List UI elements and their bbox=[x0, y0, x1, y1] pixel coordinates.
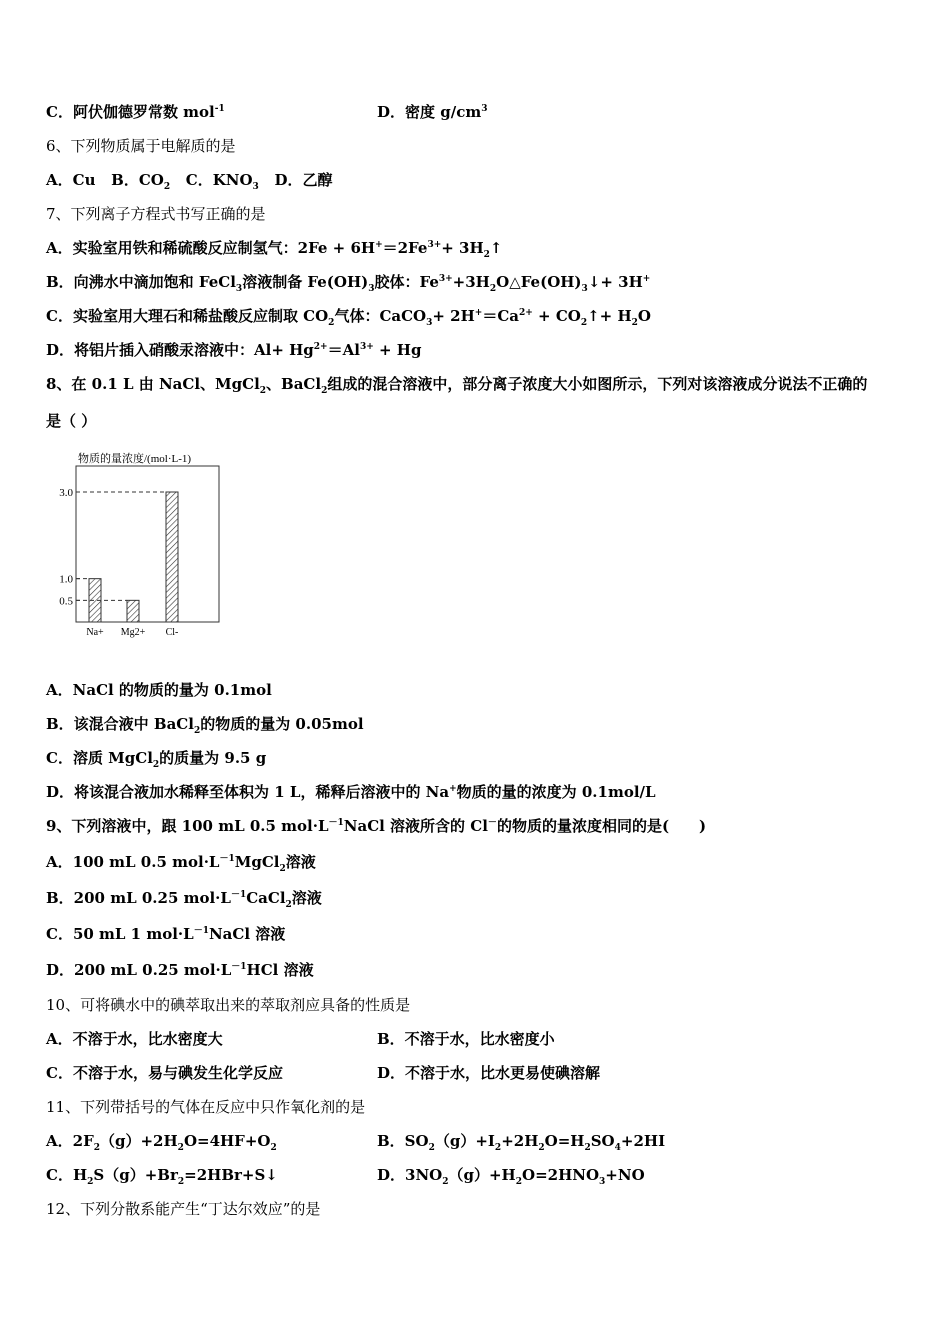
question-9: 9、下列溶液中，跟 100 mL 0.5 $mol\cdot L^{-1}NaCl$ 溶液所含的 Cl－的物质的量浓度相同的是( ) bbox=[46, 817, 707, 835]
question-10-option-b: B．不溶于水，比水密度小 bbox=[377, 1030, 555, 1048]
question-10: 10、可将碘水中的碘萃取出来的萃取剂应具备的性质是 bbox=[46, 996, 411, 1014]
bar-Cl- bbox=[166, 492, 178, 622]
y-tick-label-1: 1.0 bbox=[59, 573, 73, 586]
question-7-option-d: D．将铝片插入硝酸汞溶液中：$Al+ Hg^{2+}=Al^{3+} + Hg$ bbox=[46, 341, 422, 359]
question-11-option-c: C．$H_2S(g)+Br_2=2HBr+S↓$ bbox=[46, 1166, 278, 1187]
line-d-density: D．密度 $g/cm^3$ bbox=[377, 103, 488, 121]
question-8-option-c: C．溶质 MgCl$_2$的质量为 9.5 g bbox=[46, 749, 267, 770]
y-tick-label-0: 0.5 bbox=[59, 595, 73, 608]
x-label-0: Na+ bbox=[86, 627, 104, 638]
y-tick-label-2: 3.0 bbox=[59, 487, 73, 499]
bar-Mg2+ bbox=[127, 600, 139, 622]
question-7-option-a: A．实验室用铁和稀硫酸反应制氢气：$2Fe + 6H^+=2Fe^{3+}+$ $3H_2↑$ bbox=[46, 239, 503, 260]
question-8-option-b: B．该混合液中 BaCl$_2$的物质的量为 0.05mol bbox=[46, 715, 364, 736]
question-11-option-d: D．$3NO_2(g)+H_2O=2HNO_3+NO$ bbox=[377, 1166, 645, 1187]
x-label-1: Mg2+ bbox=[120, 627, 146, 638]
question-7: 7、下列离子方程式书写正确的是 bbox=[46, 205, 266, 223]
line-c-avogadro: C．阿伏伽德罗常数 mol$^{-1}$ bbox=[46, 103, 225, 121]
question-12: 12、下列分散系能产生“丁达尔效应”的是 bbox=[46, 1200, 321, 1218]
question-8-cont: 是（ ） bbox=[46, 412, 97, 430]
question-9-option-c: C．50 mL 1 $mol\cdot L^{-1}NaCl$ 溶液 bbox=[46, 925, 286, 943]
x-label-2: Cl- bbox=[165, 627, 179, 638]
question-6-options: A．Cu B．$CO_2$ C．$KNO_3$ D．乙醇 bbox=[46, 171, 333, 192]
question-7-option-c: C．实验室用大理石和稀盐酸反应制取 $CO_2$气体：CaCO$_3$+ $2H^+=Ca^{2+}$ + $CO_2↑+ H_2O$ bbox=[46, 307, 651, 328]
question-9-option-d: D．200 mL 0.25 $mol\cdot L^{-1}HCl$ 溶液 bbox=[46, 961, 314, 979]
question-8: 8、在 0.1 L 由 NaCl、MgCl$_2$、BaCl$_2$组成的混合溶液中，部分离子浓度大小如图所示，下列对该溶液成分说法不正确的 bbox=[46, 375, 868, 396]
question-10-option-a: A．不溶于水，比水密度大 bbox=[46, 1030, 223, 1048]
question-10-option-d: D．不溶于水，比水更易使碘溶解 bbox=[377, 1064, 601, 1082]
concentration-bar-chart bbox=[50, 448, 230, 644]
question-8-option-a: A．NaCl 的物质的量为 0.1mol bbox=[46, 681, 272, 699]
question-11: 11、下列带括号的气体在反应中只作氧化剂的是 bbox=[46, 1098, 366, 1116]
question-9-option-a: A．100 mL 0.5 $mol\cdot L^{-1}MgCl_2$溶液 bbox=[46, 853, 316, 874]
chart-ylabel: 物质的量浓度/(mol·L-1) bbox=[78, 453, 192, 465]
question-10-option-c: C．不溶于水，易与碘发生化学反应 bbox=[46, 1064, 283, 1082]
question-6: 6、下列物质属于电解质的是 bbox=[46, 137, 236, 155]
question-11-option-b: B．$SO_2(g)+I_2+2H_2O=H_2SO_4+2HI$ bbox=[377, 1132, 666, 1153]
question-11-option-a: A．$2F_2(g)+2H_2O=4HF+O_2$ bbox=[46, 1132, 277, 1153]
question-8-option-d: D．将该混合液加水稀释至体积为 1 L，稀释后溶液中的 Na+物质的量的浓度为 0.1mol/L bbox=[46, 783, 656, 801]
question-9-option-b: B．200 mL 0.25 $mol\cdot L^{-1}CaCl_2$溶液 bbox=[46, 889, 322, 910]
question-7-option-b: B．向沸水中滴加饱和 FeCl$_3$溶液制备 $Fe(OH)_3$胶体：$Fe^{3+}+3H_2O\triangle Fe(OH)_3↓+ 3H^+$ bbox=[46, 273, 651, 294]
